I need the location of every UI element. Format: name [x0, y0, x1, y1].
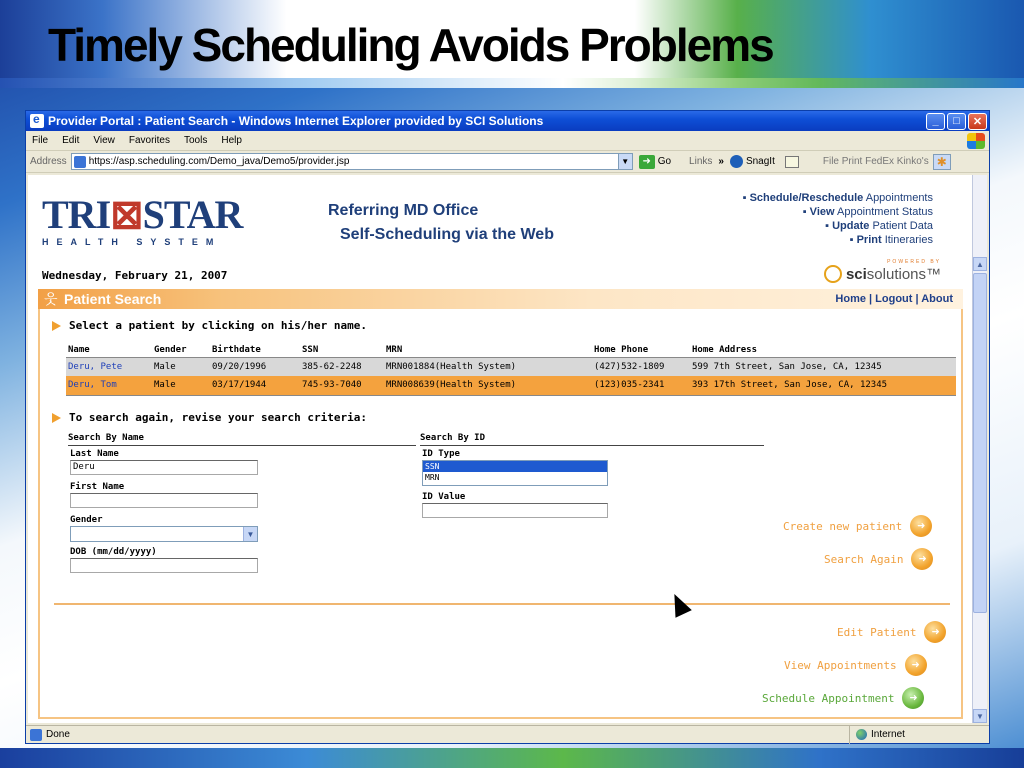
- section-title: Patient Search: [64, 291, 162, 307]
- address-dropdown-icon[interactable]: ▼: [618, 154, 632, 169]
- window-titlebar[interactable]: [26, 111, 989, 131]
- feature-list: [743, 191, 933, 247]
- menu-edit[interactable]: Edit: [62, 135, 80, 146]
- menu-view[interactable]: View: [93, 135, 115, 146]
- snagit-label: SnagIt: [745, 156, 775, 167]
- col-ssn: SSN: [302, 344, 319, 355]
- window-title: Provider Portal : Patient Search - Windows Internet Explorer provided by SCI Solutions: [48, 114, 544, 128]
- status-text: Done: [46, 729, 70, 740]
- link-separator: |: [865, 293, 876, 305]
- col-gender: Gender: [154, 344, 187, 355]
- page-status-icon: [30, 729, 42, 741]
- bullet-arrow-icon: [52, 321, 61, 331]
- table-row[interactable]: [66, 376, 956, 395]
- tristar-logo: [42, 192, 262, 251]
- select-patient-instruction: [52, 319, 367, 332]
- col-home-phone: Home Phone: [594, 344, 649, 355]
- menu-file[interactable]: File: [32, 135, 49, 146]
- globe-icon: [856, 729, 867, 740]
- ie-icon: [30, 114, 44, 128]
- menu-bar: [26, 131, 989, 151]
- arrow-right-icon: ➜: [905, 654, 927, 676]
- browser-window: [25, 110, 990, 744]
- logo-subtitle: HEALTH SYSTEM: [42, 237, 222, 247]
- id-type-option[interactable]: SSN: [423, 461, 607, 472]
- col-name: Name: [68, 344, 90, 355]
- scroll-up-icon[interactable]: ▲: [973, 257, 987, 271]
- action-label: Search Again: [824, 552, 904, 566]
- portal-title: [328, 199, 554, 247]
- powered-by-label: POWERED BY: [887, 259, 941, 265]
- scroll-thumb[interactable]: [973, 273, 987, 613]
- search-again-instruction: [52, 411, 367, 424]
- gender-label: Gender: [70, 515, 103, 525]
- cell-home-phone: (427)532-1809: [592, 357, 690, 376]
- sci-logo-icon: [824, 265, 842, 283]
- logout-link[interactable]: Logout: [875, 293, 913, 305]
- last-name-label: Last Name: [70, 449, 119, 459]
- address-bar: [26, 151, 989, 173]
- feature-item: ▪ Update Patient Data: [825, 220, 933, 232]
- slide-header-band: [0, 78, 1024, 88]
- action-label: View Appointments: [784, 658, 897, 672]
- table-header-row: [66, 343, 956, 357]
- fedex-print-link[interactable]: File Print FedEx Kinko's: [822, 156, 929, 167]
- favorites-star-icon[interactable]: ✱: [933, 154, 951, 170]
- action-label: Schedule Appointment: [762, 691, 895, 705]
- gender-select[interactable]: [70, 526, 258, 542]
- menu-help[interactable]: Help: [221, 135, 242, 146]
- feature-item: ▪ View Appointment Status: [802, 206, 933, 218]
- close-button[interactable]: ✕: [968, 113, 987, 130]
- snagit-capture-icon[interactable]: [785, 156, 799, 168]
- page-icon: [74, 156, 86, 168]
- first-name-field[interactable]: [70, 493, 258, 508]
- address-url[interactable]: https://asp.scheduling.com/Demo_java/Demo5/provider.jsp: [88, 156, 350, 167]
- person-icon: 웃: [44, 291, 58, 307]
- status-bar: [26, 725, 989, 743]
- edit-patient-button[interactable]: [837, 621, 946, 643]
- zone-label: Internet: [871, 729, 905, 740]
- search-by-name-header: Search By Name: [68, 433, 416, 446]
- schedule-appointment-button[interactable]: [762, 687, 924, 709]
- scroll-down-icon[interactable]: ▼: [973, 709, 987, 723]
- action-label: Create new patient: [783, 519, 903, 533]
- chevron-down-icon[interactable]: ▼: [243, 527, 257, 541]
- cell-gender: Male: [152, 376, 210, 395]
- search-again-button[interactable]: [824, 548, 933, 570]
- snagit-icon: [730, 155, 743, 168]
- cell-mrn: MRN001884(Health System): [384, 357, 592, 376]
- last-name-field[interactable]: Deru: [70, 460, 258, 475]
- cell-ssn: 385-62-2248: [300, 357, 384, 376]
- col-home-address: Home Address: [692, 344, 758, 355]
- patient-search-header: [38, 289, 963, 309]
- arrow-right-icon: ➜: [924, 621, 946, 643]
- create-new-patient-button[interactable]: [783, 515, 932, 537]
- first-name-label: First Name: [70, 482, 125, 492]
- view-appointments-button[interactable]: [784, 654, 927, 676]
- id-type-option[interactable]: MRN: [425, 473, 440, 482]
- cell-home-address: 599 7th Street, San Jose, CA, 12345: [690, 357, 956, 376]
- col-mrn: MRN: [386, 344, 403, 355]
- go-label: Go: [657, 156, 672, 167]
- top-links: [835, 293, 953, 305]
- bullet-arrow-icon: [52, 413, 61, 423]
- address-field[interactable]: [71, 153, 633, 170]
- cell-birthdate: 03/17/1944: [210, 376, 300, 395]
- cell-ssn: 745-93-7040: [300, 376, 384, 395]
- link-separator: |: [912, 293, 922, 305]
- sci-wordmark: sci solutions™: [824, 265, 941, 283]
- id-value-field[interactable]: [422, 503, 608, 518]
- instruction-text: To search again, revise your search criteria:: [69, 411, 368, 424]
- cell-birthdate: 09/20/1996: [210, 357, 300, 376]
- menu-favorites[interactable]: Favorites: [128, 135, 170, 146]
- portal-title-line1: Referring MD Office: [328, 202, 479, 219]
- about-link[interactable]: About: [921, 293, 953, 305]
- search-by-id-header: Search By ID: [420, 433, 764, 446]
- col-birthdate: Birthdate: [212, 344, 261, 355]
- patient-name-link[interactable]: Deru, Tom: [66, 376, 152, 395]
- patient-results-table: [66, 343, 956, 396]
- feature-item: ▪ Schedule/Reschedule Appointments: [742, 192, 933, 204]
- id-type-listbox[interactable]: [422, 460, 608, 486]
- current-date: Wednesday, February 21, 2007: [42, 269, 228, 282]
- menu-tools[interactable]: Tools: [183, 135, 208, 146]
- cell-gender: Male: [152, 357, 210, 376]
- dob-field[interactable]: [70, 558, 258, 573]
- id-value-label: ID Value: [422, 492, 466, 502]
- slide-footer-band: [0, 748, 1024, 768]
- id-type-label: ID Type: [422, 449, 460, 459]
- page-content: [28, 175, 973, 723]
- sci-solutions-logo: [824, 259, 941, 283]
- minimize-button[interactable]: _: [926, 113, 945, 130]
- home-link[interactable]: Home: [835, 293, 866, 305]
- table-row[interactable]: [66, 357, 956, 376]
- windows-logo-icon: [967, 133, 985, 149]
- patient-name-link[interactable]: Deru, Pete: [66, 357, 152, 376]
- address-label: Address: [30, 156, 67, 167]
- cell-mrn: MRN008639(Health System): [384, 376, 592, 395]
- portal-title-line2: Self-Scheduling via the Web: [340, 226, 554, 243]
- slide-title: Timely Scheduling Avoids Problems: [48, 19, 773, 71]
- links-chevron-icon[interactable]: »: [718, 156, 724, 167]
- arrow-right-icon: ➜: [902, 687, 924, 709]
- section-divider: [54, 603, 950, 605]
- arrow-right-icon: ➜: [911, 548, 933, 570]
- feature-item: ▪ Print Itineraries: [849, 234, 933, 246]
- maximize-button[interactable]: □: [947, 113, 966, 130]
- logo-wordmark: TRI⊠STAR: [42, 192, 243, 237]
- links-label[interactable]: Links: [689, 156, 713, 167]
- snagit-button[interactable]: [730, 155, 775, 168]
- arrow-right-icon: ➜: [910, 515, 932, 537]
- cell-home-address: 393 17th Street, San Jose, CA, 12345: [690, 376, 956, 395]
- security-zone: [849, 726, 989, 744]
- cell-home-phone: (123)035-2341: [592, 376, 690, 395]
- instruction-text: Select a patient by clicking on his/her name.: [69, 319, 368, 332]
- vertical-scrollbar[interactable]: [972, 175, 987, 723]
- action-label: Edit Patient: [837, 625, 917, 639]
- dob-label: DOB (mm/dd/yyyy): [70, 547, 157, 557]
- go-arrow-icon: ➜: [639, 155, 655, 169]
- go-button[interactable]: [639, 155, 671, 169]
